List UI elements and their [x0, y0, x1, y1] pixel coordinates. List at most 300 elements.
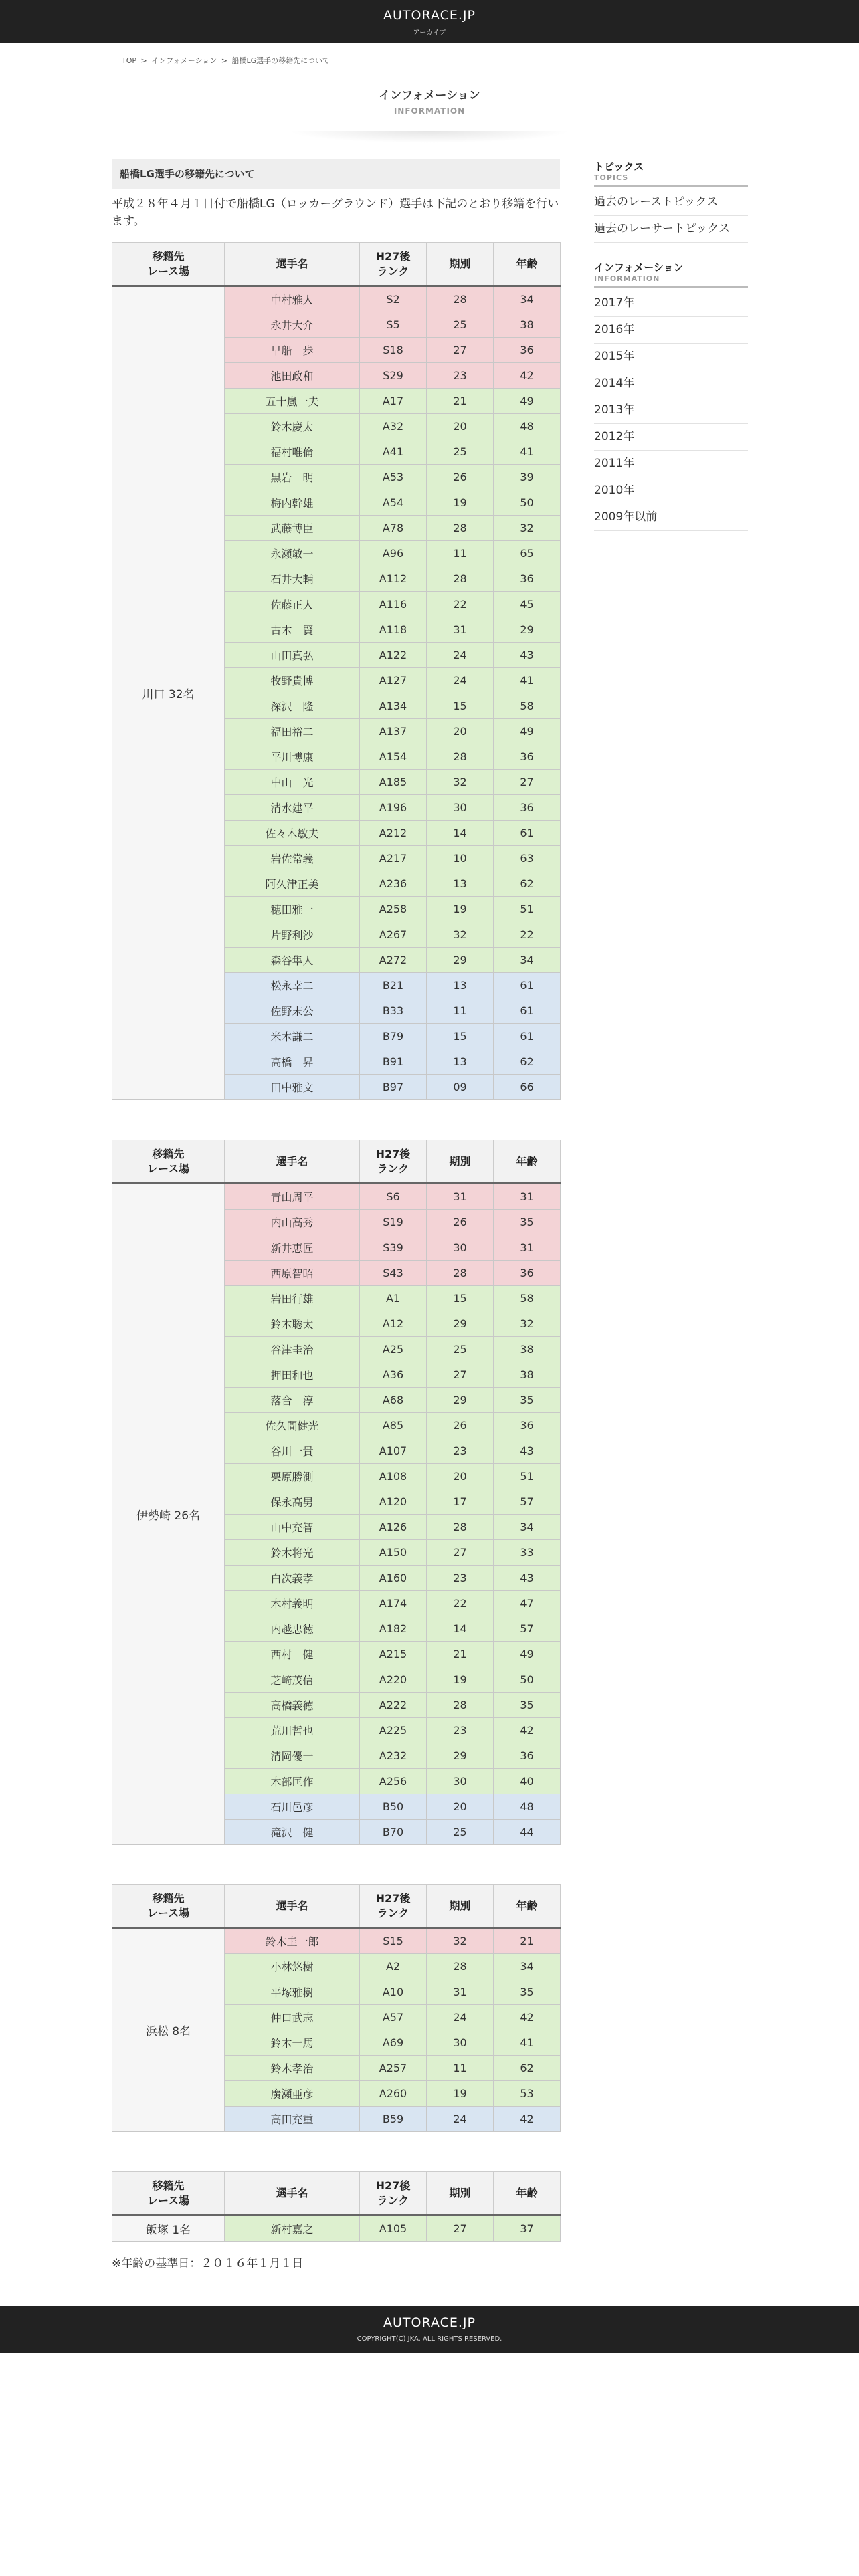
age-cell: 27 [494, 770, 561, 795]
rank-cell: S18 [360, 338, 427, 363]
name-cell: 田中雅文 [225, 1075, 360, 1100]
rank-cell: A160 [360, 1566, 427, 1591]
sidebar-topic-link[interactable]: 過去のレーストピックス [594, 189, 748, 216]
term-cell: 26 [427, 1413, 494, 1438]
term-cell: 20 [427, 414, 494, 439]
roster-table-kawaguchi [112, 242, 561, 1100]
name-cell: 深沢 隆 [225, 693, 360, 719]
roster-table [112, 2171, 561, 2242]
table-header-row [112, 243, 561, 286]
name-cell: 鈴木将光 [225, 1540, 360, 1566]
age-cell: 38 [494, 1337, 561, 1362]
footer-logo[interactable]: AUTORACE.JP [383, 2315, 476, 2330]
name-cell: 梅内幹雄 [225, 490, 360, 516]
age-cell: 53 [494, 2081, 561, 2107]
term-cell: 13 [427, 973, 494, 998]
term-cell: 30 [427, 2030, 494, 2056]
rank-cell: A215 [360, 1642, 427, 1667]
name-cell: 荒川哲也 [225, 1718, 360, 1743]
age-cell: 21 [494, 1928, 561, 1954]
term-cell: 24 [427, 643, 494, 668]
term-cell: 20 [427, 1464, 494, 1489]
rank-cell: B91 [360, 1049, 427, 1075]
name-cell: 鈴木慶太 [225, 414, 360, 439]
age-cell: 37 [494, 2216, 561, 2242]
site-header [0, 0, 859, 43]
header-name: 選手名 [225, 2172, 360, 2216]
sidebar [594, 159, 748, 548]
roster-table-iizuka [112, 2171, 561, 2242]
table-header-row [112, 2172, 561, 2216]
term-cell: 27 [427, 2216, 494, 2242]
name-cell: 佐久間健光 [225, 1413, 360, 1438]
sidebar-year-link[interactable]: 2009年以前 [594, 504, 748, 531]
term-cell: 15 [427, 693, 494, 719]
age-cell: 35 [494, 1693, 561, 1718]
name-cell: 松永幸二 [225, 973, 360, 998]
sidebar-info-title: インフォメーション [594, 261, 684, 274]
venue-cell: 伊勢崎 26名 [112, 1184, 225, 1845]
age-cell: 36 [494, 338, 561, 363]
term-cell: 28 [427, 1693, 494, 1718]
site-footer [0, 2306, 859, 2353]
term-cell: 28 [427, 1261, 494, 1286]
name-cell: 池田政和 [225, 363, 360, 389]
page-title: インフォメーション [379, 89, 480, 102]
header-age: 年齢 [494, 1885, 561, 1928]
header-venue: 移籍先 レース場 [112, 1140, 225, 1184]
sidebar-year-link[interactable]: 2012年 [594, 424, 748, 451]
name-cell: 内越忠徳 [225, 1616, 360, 1642]
rank-cell: A196 [360, 795, 427, 821]
table-header-row [112, 1885, 561, 1928]
breadcrumb-info-link[interactable]: インフォメーション [151, 56, 217, 65]
table-row [112, 1928, 561, 1954]
name-cell: 森谷隼人 [225, 948, 360, 973]
rank-cell: B79 [360, 1024, 427, 1049]
header-rank: H27後 ランク [360, 1140, 427, 1184]
term-cell: 28 [427, 744, 494, 770]
age-cell: 42 [494, 363, 561, 389]
age-cell: 41 [494, 2030, 561, 2056]
age-cell: 35 [494, 1979, 561, 2005]
name-cell: 谷川一貴 [225, 1438, 360, 1464]
term-cell: 22 [427, 592, 494, 617]
term-cell: 17 [427, 1489, 494, 1515]
age-cell: 47 [494, 1591, 561, 1616]
name-cell: 中村雅人 [225, 286, 360, 312]
rank-cell: A36 [360, 1362, 427, 1388]
age-cell: 61 [494, 1024, 561, 1049]
rank-cell: B21 [360, 973, 427, 998]
sidebar-topics-sub: TOPICS [594, 173, 748, 187]
rank-cell: A217 [360, 846, 427, 871]
name-cell: 山中充智 [225, 1515, 360, 1540]
term-cell: 27 [427, 1362, 494, 1388]
name-cell: 福田裕二 [225, 719, 360, 744]
term-cell: 31 [427, 1979, 494, 2005]
header-term: 期別 [427, 2172, 494, 2216]
sidebar-info [594, 260, 748, 531]
venue-cell: 飯塚 1名 [112, 2216, 225, 2242]
rank-cell: A1 [360, 1286, 427, 1311]
term-cell: 23 [427, 1438, 494, 1464]
age-cell: 43 [494, 643, 561, 668]
site-logo[interactable]: AUTORACE.JP [383, 8, 476, 23]
name-cell: 黒岩 明 [225, 465, 360, 490]
term-cell: 30 [427, 1769, 494, 1794]
age-cell: 58 [494, 693, 561, 719]
breadcrumb-current: 船橋LG選手の移籍先について [231, 56, 330, 65]
name-cell: 早船 歩 [225, 338, 360, 363]
rank-cell: A116 [360, 592, 427, 617]
term-cell: 29 [427, 1743, 494, 1769]
sidebar-year-link[interactable]: 2016年 [594, 317, 748, 344]
rank-cell: A54 [360, 490, 427, 516]
age-cell: 34 [494, 286, 561, 312]
header-rank: H27後 ランク [360, 2172, 427, 2216]
sidebar-year-link[interactable]: 2011年 [594, 451, 748, 477]
name-cell: 佐藤正人 [225, 592, 360, 617]
table-row [112, 286, 561, 312]
rank-cell: A96 [360, 541, 427, 566]
name-cell: 鈴木聡太 [225, 1311, 360, 1337]
age-cell: 31 [494, 1235, 561, 1261]
name-cell: 高橋 昇 [225, 1049, 360, 1075]
age-cell: 49 [494, 389, 561, 414]
term-cell: 25 [427, 1820, 494, 1845]
age-cell: 38 [494, 312, 561, 338]
rank-cell: B33 [360, 998, 427, 1024]
term-cell: 29 [427, 1311, 494, 1337]
page-title-en: INFORMATION [393, 106, 466, 116]
roster-table-hamamatsu [112, 1884, 561, 2132]
age-cell: 22 [494, 922, 561, 948]
rank-cell: A85 [360, 1413, 427, 1438]
name-cell: 武藤博臣 [225, 516, 360, 541]
age-note: ※年齢の基準日：２０１６年１月１日 [112, 2257, 304, 2270]
term-cell: 10 [427, 846, 494, 871]
venue-cell: 浜松 8名 [112, 1928, 225, 2132]
footer-copyright: COPYRIGHT(C) JKA. ALL RIGHTS RESERVED. [357, 2335, 502, 2343]
age-cell: 49 [494, 719, 561, 744]
rank-cell: S5 [360, 312, 427, 338]
breadcrumb-separator: > [221, 56, 227, 65]
age-cell: 34 [494, 1515, 561, 1540]
header-name: 選手名 [225, 1885, 360, 1928]
rank-cell: A105 [360, 2216, 427, 2242]
rank-cell: A118 [360, 617, 427, 643]
rank-cell: A260 [360, 2081, 427, 2107]
age-cell: 44 [494, 1820, 561, 1845]
rank-cell: A232 [360, 1743, 427, 1769]
age-cell: 39 [494, 465, 561, 490]
venue-cell: 川口 32名 [112, 286, 225, 1100]
term-cell: 31 [427, 617, 494, 643]
rank-cell: A134 [360, 693, 427, 719]
rank-cell: A258 [360, 897, 427, 922]
name-cell: 新村嘉之 [225, 2216, 360, 2242]
term-cell: 22 [427, 1591, 494, 1616]
rank-cell: A10 [360, 1979, 427, 2005]
header-venue: 移籍先 レース場 [112, 1885, 225, 1928]
rank-cell: A108 [360, 1464, 427, 1489]
term-cell: 14 [427, 1616, 494, 1642]
name-cell: 石川邑彦 [225, 1794, 360, 1820]
age-cell: 62 [494, 871, 561, 897]
term-cell: 09 [427, 1075, 494, 1100]
name-cell: 仲口武志 [225, 2005, 360, 2030]
term-cell: 28 [427, 286, 494, 312]
page-heading [0, 86, 859, 116]
rank-cell: A182 [360, 1616, 427, 1642]
rank-cell: S2 [360, 286, 427, 312]
age-cell: 36 [494, 1743, 561, 1769]
term-cell: 14 [427, 821, 494, 846]
term-cell: 26 [427, 465, 494, 490]
name-cell: 片野利沙 [225, 922, 360, 948]
name-cell: 木村義明 [225, 1591, 360, 1616]
age-cell: 48 [494, 1794, 561, 1820]
name-cell: 木部匡作 [225, 1769, 360, 1794]
rank-cell: S39 [360, 1235, 427, 1261]
sidebar-year-link[interactable]: 2010年 [594, 477, 748, 504]
header-name: 選手名 [225, 243, 360, 286]
name-cell: 白次義孝 [225, 1566, 360, 1591]
header-age: 年齢 [494, 2172, 561, 2216]
breadcrumb [122, 55, 330, 66]
age-cell: 36 [494, 795, 561, 821]
rank-cell: A107 [360, 1438, 427, 1464]
age-cell: 38 [494, 1362, 561, 1388]
term-cell: 24 [427, 2107, 494, 2132]
roster-table [112, 1140, 561, 1845]
age-cell: 40 [494, 1769, 561, 1794]
rank-cell: A112 [360, 566, 427, 592]
header-name: 選手名 [225, 1140, 360, 1184]
name-cell: 牧野貴博 [225, 668, 360, 693]
age-cell: 51 [494, 1464, 561, 1489]
term-cell: 13 [427, 1049, 494, 1075]
rank-cell: A57 [360, 2005, 427, 2030]
term-cell: 30 [427, 795, 494, 821]
rank-cell: B70 [360, 1820, 427, 1845]
name-cell: 平塚雅樹 [225, 1979, 360, 2005]
rank-cell: A41 [360, 439, 427, 465]
term-cell: 20 [427, 1794, 494, 1820]
name-cell: 芝崎茂信 [225, 1667, 360, 1693]
rank-cell: A257 [360, 2056, 427, 2081]
rank-cell: A17 [360, 389, 427, 414]
age-cell: 43 [494, 1438, 561, 1464]
heading-shadow-divider [288, 131, 571, 143]
sidebar-topic-link[interactable]: 過去のレーサートピックス [594, 216, 748, 243]
rank-cell: A137 [360, 719, 427, 744]
age-cell: 36 [494, 1413, 561, 1438]
rank-cell: A256 [360, 1769, 427, 1794]
rank-cell: A53 [360, 465, 427, 490]
main-content [112, 159, 560, 237]
name-cell: 青山周平 [225, 1184, 360, 1210]
term-cell: 11 [427, 541, 494, 566]
term-cell: 19 [427, 490, 494, 516]
name-cell: 西村 健 [225, 1642, 360, 1667]
name-cell: 西原智昭 [225, 1261, 360, 1286]
term-cell: 24 [427, 668, 494, 693]
name-cell: 清岡優一 [225, 1743, 360, 1769]
sidebar-year-link[interactable]: 2014年 [594, 370, 748, 397]
age-cell: 32 [494, 1311, 561, 1337]
name-cell: 阿久津正美 [225, 871, 360, 897]
term-cell: 11 [427, 2056, 494, 2081]
rank-cell: A32 [360, 414, 427, 439]
age-cell: 50 [494, 490, 561, 516]
age-cell: 58 [494, 1286, 561, 1311]
name-cell: 五十嵐一夫 [225, 389, 360, 414]
term-cell: 19 [427, 897, 494, 922]
term-cell: 19 [427, 1667, 494, 1693]
term-cell: 25 [427, 312, 494, 338]
rank-cell: A236 [360, 871, 427, 897]
roster-table [112, 242, 561, 1100]
age-cell: 35 [494, 1210, 561, 1235]
rank-cell: A78 [360, 516, 427, 541]
rank-cell: A120 [360, 1489, 427, 1515]
name-cell: 落合 淳 [225, 1388, 360, 1413]
age-cell: 36 [494, 566, 561, 592]
age-cell: 36 [494, 1261, 561, 1286]
name-cell: 平川博康 [225, 744, 360, 770]
age-cell: 41 [494, 668, 561, 693]
sidebar-year-link[interactable]: 2017年 [594, 290, 748, 317]
term-cell: 27 [427, 338, 494, 363]
name-cell: 保永高男 [225, 1489, 360, 1515]
rank-cell: A267 [360, 922, 427, 948]
sidebar-info-list [594, 290, 748, 531]
term-cell: 24 [427, 2005, 494, 2030]
term-cell: 15 [427, 1024, 494, 1049]
name-cell: 穂田雅一 [225, 897, 360, 922]
age-cell: 42 [494, 2005, 561, 2030]
age-cell: 49 [494, 1642, 561, 1667]
article-intro: 平成２８年４月１日付で船橋LG（ロッカーグラウンド）選手は下記のとおり移籍を行います。 [112, 197, 559, 228]
term-cell: 13 [427, 871, 494, 897]
name-cell: 高橋義徳 [225, 1693, 360, 1718]
sidebar-year-link[interactable]: 2013年 [594, 397, 748, 424]
term-cell: 20 [427, 719, 494, 744]
header-term: 期別 [427, 1140, 494, 1184]
name-cell: 永井大介 [225, 312, 360, 338]
name-cell: 小林悠樹 [225, 1954, 360, 1979]
name-cell: 岩佐常義 [225, 846, 360, 871]
term-cell: 26 [427, 1210, 494, 1235]
rank-cell: A222 [360, 1693, 427, 1718]
rank-cell: A185 [360, 770, 427, 795]
age-cell: 34 [494, 1954, 561, 1979]
header-venue: 移籍先 レース場 [112, 243, 225, 286]
name-cell: 清水建平 [225, 795, 360, 821]
sidebar-year-link[interactable]: 2015年 [594, 344, 748, 370]
term-cell: 15 [427, 1286, 494, 1311]
rank-cell: A212 [360, 821, 427, 846]
rank-cell: A127 [360, 668, 427, 693]
table-row [112, 2216, 561, 2242]
rank-cell: A68 [360, 1388, 427, 1413]
term-cell: 28 [427, 516, 494, 541]
name-cell: 米本謙二 [225, 1024, 360, 1049]
name-cell: 鈴木一馬 [225, 2030, 360, 2056]
rank-cell: S29 [360, 363, 427, 389]
roster-table [112, 1884, 561, 2132]
age-cell: 62 [494, 2056, 561, 2081]
header-term: 期別 [427, 243, 494, 286]
name-cell: 栗原勝測 [225, 1464, 360, 1489]
term-cell: 11 [427, 998, 494, 1024]
table-header-row [112, 1140, 561, 1184]
term-cell: 29 [427, 948, 494, 973]
age-cell: 65 [494, 541, 561, 566]
term-cell: 32 [427, 922, 494, 948]
header-age: 年齢 [494, 1140, 561, 1184]
name-cell: 廣瀬亜彦 [225, 2081, 360, 2107]
name-cell: 福村唯倫 [225, 439, 360, 465]
sidebar-topics-list [594, 189, 748, 243]
term-cell: 23 [427, 1718, 494, 1743]
age-cell: 42 [494, 2107, 561, 2132]
age-cell: 61 [494, 821, 561, 846]
name-cell: 新井恵匠 [225, 1235, 360, 1261]
age-cell: 45 [494, 592, 561, 617]
age-cell: 62 [494, 1049, 561, 1075]
rank-cell: B50 [360, 1794, 427, 1820]
age-cell: 34 [494, 948, 561, 973]
term-cell: 30 [427, 1235, 494, 1261]
breadcrumb-top-link[interactable]: TOP [122, 56, 137, 65]
rank-cell: A225 [360, 1718, 427, 1743]
name-cell: 山田真弘 [225, 643, 360, 668]
rank-cell: A25 [360, 1337, 427, 1362]
age-cell: 61 [494, 998, 561, 1024]
age-cell: 61 [494, 973, 561, 998]
header-venue: 移籍先 レース場 [112, 2172, 225, 2216]
age-cell: 29 [494, 617, 561, 643]
age-cell: 50 [494, 1667, 561, 1693]
age-cell: 57 [494, 1489, 561, 1515]
rank-cell: S19 [360, 1210, 427, 1235]
age-cell: 41 [494, 439, 561, 465]
header-age: 年齢 [494, 243, 561, 286]
breadcrumb-separator: > [140, 56, 147, 65]
sidebar-info-sub: INFORMATION [594, 274, 748, 288]
name-cell: 岩田行雄 [225, 1286, 360, 1311]
name-cell: 石井大輔 [225, 566, 360, 592]
name-cell: 内山高秀 [225, 1210, 360, 1235]
rank-cell: A154 [360, 744, 427, 770]
term-cell: 32 [427, 1928, 494, 1954]
age-cell: 57 [494, 1616, 561, 1642]
header-rank: H27後 ランク [360, 243, 427, 286]
age-cell: 36 [494, 744, 561, 770]
header-term: 期別 [427, 1885, 494, 1928]
rank-cell: S15 [360, 1928, 427, 1954]
table-row [112, 1184, 561, 1210]
term-cell: 19 [427, 2081, 494, 2107]
header-rank: H27後 ランク [360, 1885, 427, 1928]
term-cell: 25 [427, 439, 494, 465]
rank-cell: A220 [360, 1667, 427, 1693]
age-cell: 63 [494, 846, 561, 871]
age-cell: 66 [494, 1075, 561, 1100]
